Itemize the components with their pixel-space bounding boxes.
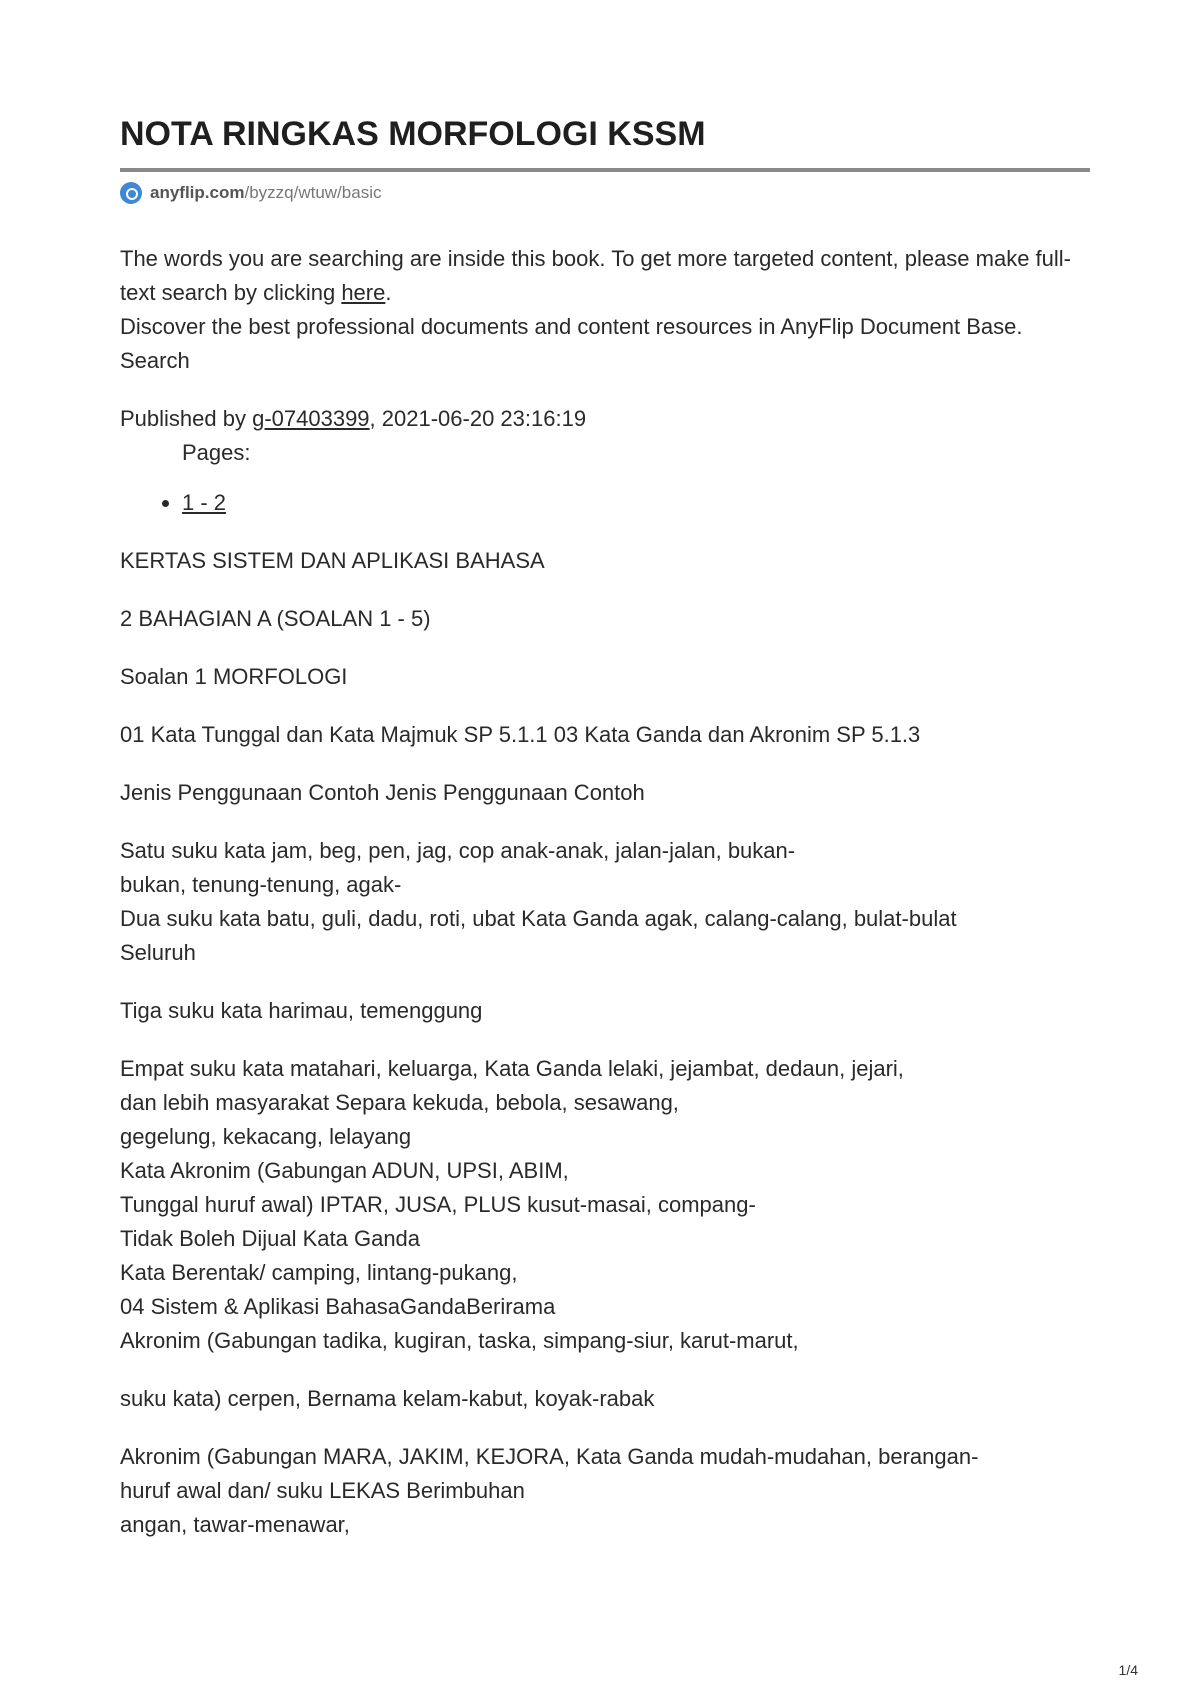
document-content — [120, 544, 1090, 1542]
pages-range-link[interactable]: 1 - 2 — [182, 490, 227, 515]
search-label: Search — [120, 348, 190, 373]
content-line: Tunggal huruf awal) IPTAR, JUSA, PLUS kusut-masai, compang- — [120, 1192, 756, 1217]
content-line: 01 Kata Tunggal dan Kata Majmuk SP 5.1.1 03 Kata Ganda dan Akronim SP 5.1.3 — [120, 722, 921, 747]
content-line: suku kata) cerpen, Bernama kelam-kabut, koyak-rabak — [120, 1386, 655, 1411]
content-line: Akronim (Gabungan MARA, JAKIM, KEJORA, Kata Ganda mudah-mudahan, berangan- — [120, 1444, 979, 1469]
content-block — [120, 718, 1090, 752]
content-line: Tidak Boleh Dijual Kata Ganda — [120, 1226, 421, 1251]
document-page — [120, 110, 1090, 1542]
author-link[interactable]: g-07403399 — [252, 406, 370, 431]
content-line: angan, tawar-menawar, — [120, 1512, 350, 1537]
url-host: anyflip.com — [150, 183, 245, 202]
source-url[interactable] — [120, 180, 1090, 206]
content-block — [120, 1440, 1090, 1542]
content-block — [120, 1382, 1090, 1416]
content-block — [120, 544, 1090, 578]
content-line: 04 Sistem & Aplikasi BahasaGandaBerirama — [120, 1294, 556, 1319]
content-line: bukan, tenung-tenung, agak- — [120, 872, 402, 897]
published-section — [120, 402, 1090, 520]
anyflip-logo-icon — [120, 182, 142, 204]
content-block — [120, 776, 1090, 810]
page-number: 1/4 — [1118, 1662, 1138, 1678]
content-block — [120, 1052, 1090, 1358]
content-block — [120, 660, 1090, 694]
pages-list — [120, 486, 1090, 520]
content-line: 2 BAHAGIAN A (SOALAN 1 - 5) — [120, 606, 431, 631]
content-line: gegelung, kekacang, lelayang — [120, 1124, 412, 1149]
intro-section — [120, 242, 1090, 378]
page-title: NOTA RINGKAS MORFOLOGI KSSM — [120, 115, 706, 153]
here-link[interactable]: here — [341, 280, 386, 305]
content-line: Akronim (Gabungan tadika, kugiran, taska, simpang-siur, karut-marut, — [120, 1328, 799, 1353]
content-line: Satu suku kata jam, beg, pen, jag, cop anak-anak, jalan-jalan, bukan- — [120, 838, 796, 863]
intro-line-1: The words you are searching are inside this book. To get more targeted content, please make full-text search by clicking here. — [120, 246, 1072, 305]
content-line: Jenis Penggunaan Contoh Jenis Penggunaan Contoh — [120, 780, 645, 805]
content-line: Dua suku kata batu, guli, dadu, roti, ubat Kata Ganda agak, calang-calang, bulat-bulat — [120, 906, 957, 931]
content-block — [120, 994, 1090, 1028]
pages-label: Pages: — [182, 440, 251, 465]
content-line: KERTAS SISTEM DAN APLIKASI BAHASA — [120, 548, 545, 573]
pages-list-item — [182, 486, 1090, 520]
published-by: Published by g-07403399, 2021-06-20 23:16:19 — [120, 406, 587, 431]
content-line: Empat suku kata matahari, keluarga, Kata Ganda lelaki, jejambat, dedaun, jejari, — [120, 1056, 904, 1081]
content-line: dan lebih masyarakat Separa kekuda, bebola, sesawang, — [120, 1090, 679, 1115]
content-block — [120, 602, 1090, 636]
content-line: Kata Akronim (Gabungan ADUN, UPSI, ABIM, — [120, 1158, 569, 1183]
content-line: Seluruh — [120, 940, 196, 965]
content-line: Kata Berentak/ camping, lintang-pukang, — [120, 1260, 518, 1285]
content-line: Soalan 1 MORFOLOGI — [120, 664, 348, 689]
title-divider — [120, 168, 1090, 172]
content-line: Tiga suku kata harimau, temenggung — [120, 998, 483, 1023]
intro-line-2: Discover the best professional documents and content resources in AnyFlip Document Base. — [120, 314, 1023, 339]
content-block — [120, 834, 1090, 970]
content-line: huruf awal dan/ suku LEKAS Berimbuhan — [120, 1478, 525, 1503]
url-path: /byzzq/wtuw/basic — [244, 183, 382, 202]
